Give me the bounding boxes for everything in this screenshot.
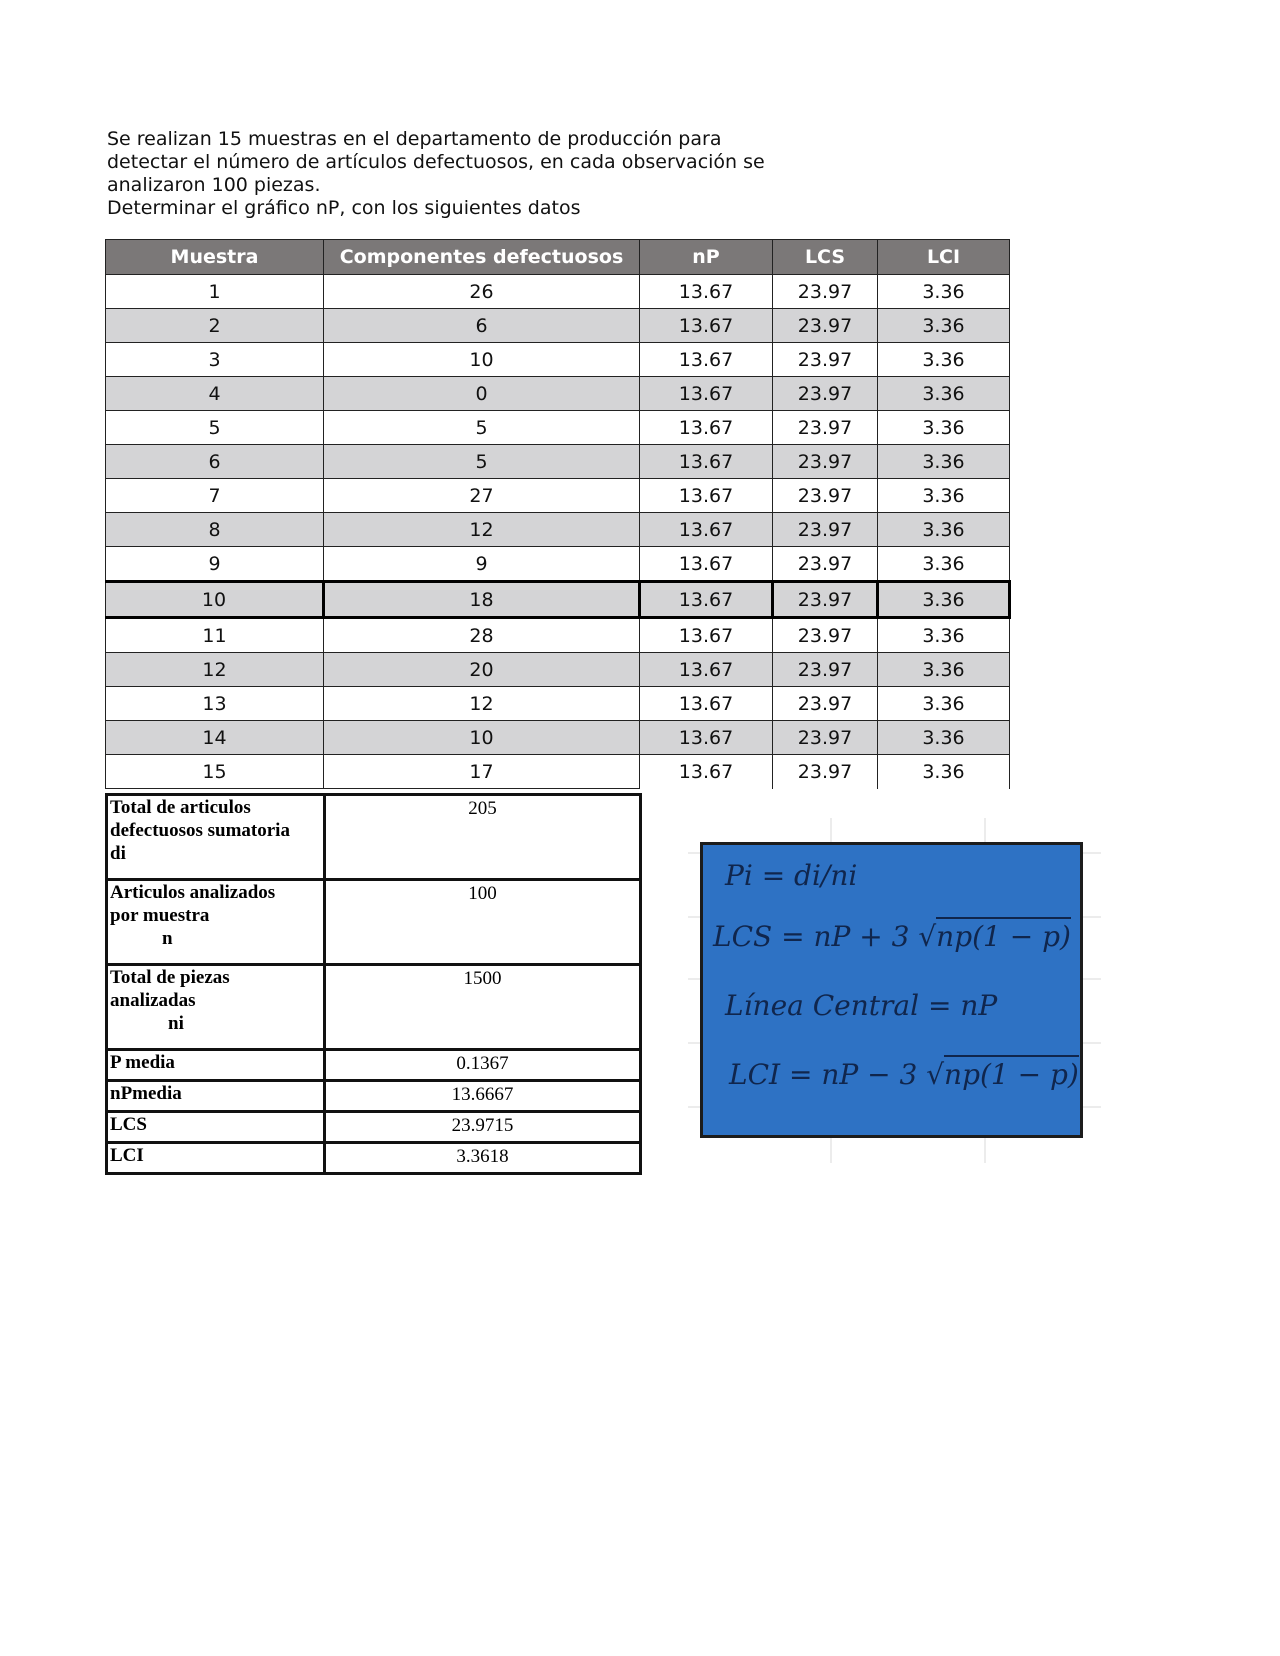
- cell-muestra[interactable]: 8: [106, 513, 324, 547]
- cell-lci[interactable]: 3.36: [878, 513, 1010, 547]
- cell-lci[interactable]: 3.36: [878, 687, 1010, 721]
- cell-lci[interactable]: 3.36: [878, 547, 1010, 582]
- cell-muestra[interactable]: 11: [106, 618, 324, 653]
- summary-label: LCS: [107, 1112, 325, 1143]
- formula-center: Línea Central = nP: [725, 989, 998, 1022]
- header-lci: LCI: [878, 240, 1010, 275]
- table-row: [106, 547, 1010, 582]
- cell-defectuosos[interactable]: 9: [324, 547, 640, 582]
- summary-label: Articulos analizados por muestra n: [107, 880, 325, 965]
- cell-lci[interactable]: 3.36: [878, 445, 1010, 479]
- summary-value[interactable]: 13.6667: [325, 1081, 641, 1112]
- cell-defectuosos[interactable]: 6: [324, 309, 640, 343]
- table-row: [106, 653, 1010, 687]
- summary-table: [105, 793, 642, 1175]
- table-row: [106, 411, 1010, 445]
- cell-muestra[interactable]: 3: [106, 343, 324, 377]
- cell-lcs[interactable]: 23.97: [773, 755, 878, 789]
- cell-defectuosos[interactable]: 26: [324, 275, 640, 309]
- cell-lcs[interactable]: 23.97: [773, 343, 878, 377]
- summary-value[interactable]: 1500: [325, 965, 641, 1050]
- cell-lcs[interactable]: 23.97: [773, 479, 878, 513]
- summary-label: Total de articulos defectuosos sumatoria di: [107, 795, 325, 880]
- cell-muestra[interactable]: 7: [106, 479, 324, 513]
- problem-statement: [107, 128, 787, 220]
- cell-muestra[interactable]: 10: [106, 582, 324, 618]
- summary-row-p-media: [107, 1050, 641, 1081]
- cell-muestra[interactable]: 14: [106, 721, 324, 755]
- cell-muestra[interactable]: 13: [106, 687, 324, 721]
- table-row-selected: [106, 582, 1010, 618]
- cell-muestra[interactable]: 12: [106, 653, 324, 687]
- cell-lcs[interactable]: 23.97: [773, 721, 878, 755]
- cell-np[interactable]: 13.67: [640, 547, 773, 582]
- formula-pi: Pi = di/ni: [725, 859, 858, 892]
- cell-defectuosos[interactable]: 10: [324, 721, 640, 755]
- samples-table: [105, 239, 1011, 789]
- header-componentes-defectuosos: Componentes defectuosos: [324, 240, 640, 275]
- summary-row-articulos-por-muestra: [107, 880, 641, 965]
- cell-defectuosos[interactable]: 20: [324, 653, 640, 687]
- table-row: [106, 479, 1010, 513]
- cell-muestra[interactable]: 1: [106, 275, 324, 309]
- cell-lcs[interactable]: 23.97: [773, 513, 878, 547]
- summary-value[interactable]: 205: [325, 795, 641, 880]
- table-row: [106, 721, 1010, 755]
- cell-muestra[interactable]: 2: [106, 309, 324, 343]
- cell-np[interactable]: 13.67: [640, 479, 773, 513]
- header-muestra: Muestra: [106, 240, 324, 275]
- intro-line: analizaron 100 piezas.: [107, 174, 321, 196]
- table-row: [106, 309, 1010, 343]
- cell-defectuosos[interactable]: 5: [324, 411, 640, 445]
- cell-lci[interactable]: 3.36: [878, 721, 1010, 755]
- header-np: nP: [640, 240, 773, 275]
- intro-line: Se realizan 15 muestras en el departamento de producción para: [107, 128, 722, 150]
- cell-lci[interactable]: 3.36: [878, 479, 1010, 513]
- table-row: [106, 445, 1010, 479]
- cell-muestra[interactable]: 15: [106, 755, 324, 789]
- sqrt-icon: √: [926, 1058, 945, 1091]
- cell-lcs[interactable]: 23.97: [773, 618, 878, 653]
- cell-defectuosos[interactable]: 12: [324, 513, 640, 547]
- summary-value[interactable]: 100: [325, 880, 641, 965]
- table-row: [106, 687, 1010, 721]
- cell-defectuosos[interactable]: 5: [324, 445, 640, 479]
- cell-lci[interactable]: 3.36: [878, 377, 1010, 411]
- cell-np[interactable]: 13.67: [640, 411, 773, 445]
- table-row: [106, 343, 1010, 377]
- summary-label: Total de piezas analizadas ni: [107, 965, 325, 1050]
- cell-muestra[interactable]: 9: [106, 547, 324, 582]
- cell-lci[interactable]: 3.36: [878, 618, 1010, 653]
- cell-muestra[interactable]: 5: [106, 411, 324, 445]
- cell-defectuosos-selected[interactable]: 18: [324, 582, 640, 618]
- table-row: [106, 377, 1010, 411]
- summary-label: nPmedia: [107, 1081, 325, 1112]
- cell-muestra[interactable]: 4: [106, 377, 324, 411]
- cell-np[interactable]: 13.67: [640, 377, 773, 411]
- summary-value[interactable]: 23.9715: [325, 1112, 641, 1143]
- cell-defectuosos[interactable]: 27: [324, 479, 640, 513]
- table-header-row: [106, 240, 1010, 275]
- cell-lci[interactable]: 3.36: [878, 343, 1010, 377]
- table-row: [106, 275, 1010, 309]
- summary-row-lcs: [107, 1112, 641, 1143]
- sqrt-icon: √: [918, 920, 937, 953]
- cell-np-selected[interactable]: 13.67: [640, 582, 773, 618]
- cell-defectuosos[interactable]: 12: [324, 687, 640, 721]
- cell-lci[interactable]: 3.36: [878, 275, 1010, 309]
- summary-row-total-defectuosos: [107, 795, 641, 880]
- cell-np[interactable]: 13.67: [640, 445, 773, 479]
- cell-lcs[interactable]: 23.97: [773, 275, 878, 309]
- summary-label: LCI: [107, 1143, 325, 1174]
- summary-row-total-piezas: [107, 965, 641, 1050]
- cell-np[interactable]: 13.67: [640, 513, 773, 547]
- cell-lci-selected[interactable]: 3.36: [878, 582, 1010, 618]
- cell-lci[interactable]: 3.36: [878, 653, 1010, 687]
- formula-image[interactable]: [688, 818, 1101, 1163]
- table-row: [106, 755, 1010, 789]
- summary-value[interactable]: 3.3618: [325, 1143, 641, 1174]
- summary-label: P media: [107, 1050, 325, 1081]
- formula-lcs: LCS = nP + 3 √np(1 − p): [713, 917, 1071, 953]
- summary-row-np-media: [107, 1081, 641, 1112]
- cell-np[interactable]: 13.67: [640, 653, 773, 687]
- cell-lcs-selected[interactable]: 23.97: [773, 582, 878, 618]
- cell-defectuosos[interactable]: 0: [324, 377, 640, 411]
- cell-defectuosos[interactable]: 28: [324, 618, 640, 653]
- cell-lcs[interactable]: 23.97: [773, 445, 878, 479]
- cell-muestra[interactable]: 6: [106, 445, 324, 479]
- cell-lci[interactable]: 3.36: [878, 755, 1010, 789]
- cell-lcs[interactable]: 23.97: [773, 653, 878, 687]
- cell-np[interactable]: 13.67: [640, 275, 773, 309]
- summary-row-lci: [107, 1143, 641, 1174]
- cell-lcs[interactable]: 23.97: [773, 687, 878, 721]
- intro-line: detectar el número de artículos defectuosos, en cada observación se: [107, 151, 765, 173]
- formula-lci: LCI = nP − 3 √np(1 − p): [729, 1055, 1079, 1091]
- table-row: [106, 618, 1010, 653]
- cell-np[interactable]: 13.67: [640, 343, 773, 377]
- table-row: [106, 513, 1010, 547]
- cell-np[interactable]: 13.67: [640, 618, 773, 653]
- cell-lci[interactable]: 3.36: [878, 309, 1010, 343]
- cell-defectuosos[interactable]: 17: [324, 755, 640, 789]
- cell-np[interactable]: 13.67: [640, 687, 773, 721]
- cell-lcs[interactable]: 23.97: [773, 309, 878, 343]
- header-lcs: LCS: [773, 240, 878, 275]
- cell-np[interactable]: 13.67: [640, 721, 773, 755]
- summary-value[interactable]: 0.1367: [325, 1050, 641, 1081]
- formula-box: [700, 842, 1083, 1138]
- cell-np[interactable]: 13.67: [640, 309, 773, 343]
- cell-defectuosos[interactable]: 10: [324, 343, 640, 377]
- cell-lcs[interactable]: 23.97: [773, 547, 878, 582]
- cell-lci[interactable]: 3.36: [878, 411, 1010, 445]
- cell-np[interactable]: 13.67: [640, 755, 773, 789]
- intro-line: Determinar el gráfico nP, con los siguientes datos: [107, 197, 581, 219]
- cell-lcs[interactable]: 23.97: [773, 377, 878, 411]
- cell-lcs[interactable]: 23.97: [773, 411, 878, 445]
